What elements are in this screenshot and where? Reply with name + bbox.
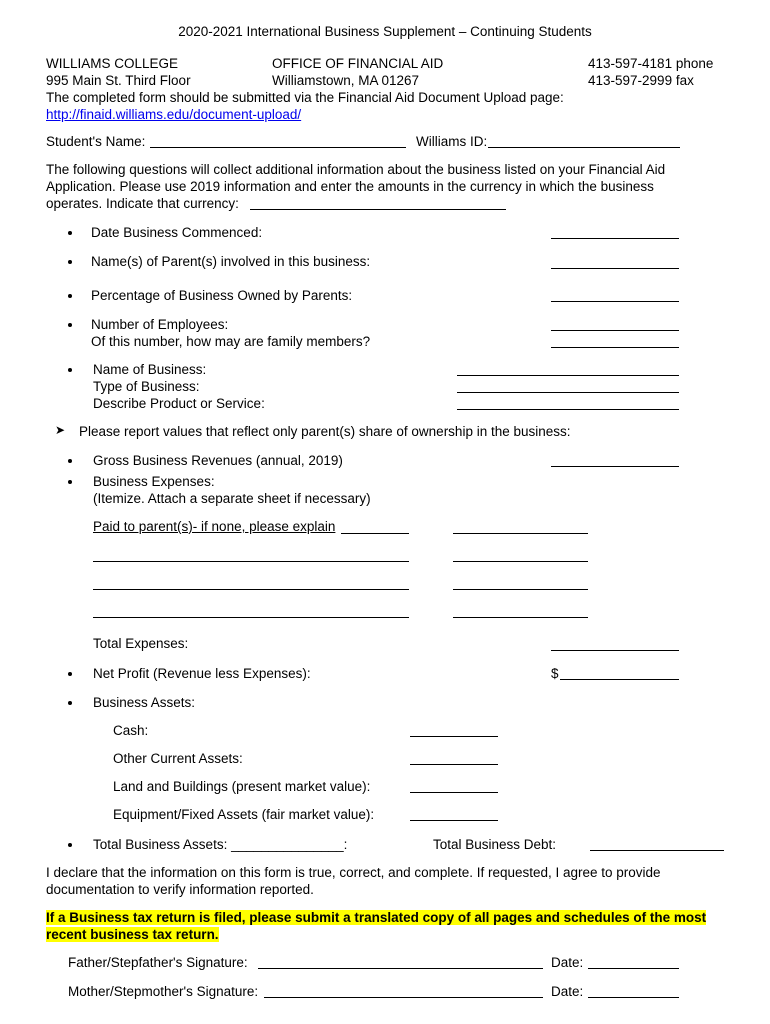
bullet-icon xyxy=(68,459,72,463)
cash-field[interactable] xyxy=(410,736,498,737)
product-label: Describe Product or Service: xyxy=(93,396,265,411)
percentage-owned-label: Percentage of Business Owned by Parents: xyxy=(91,288,353,303)
bullet-icon xyxy=(68,672,72,676)
cash-label: Cash: xyxy=(113,723,149,738)
declaration-line-1: I declare that the information on this form is true, correct, and complete. If requested, I agree to provide xyxy=(46,865,661,880)
fax-number: 413-597-2999 fax xyxy=(588,73,694,88)
date-commenced-field[interactable] xyxy=(551,238,679,239)
phone-number: 413-597-4181 phone xyxy=(588,56,714,71)
father-signature-label: Father/Stepfather's Signature: xyxy=(68,955,248,970)
total-expenses-field[interactable] xyxy=(551,650,679,651)
parents-involved-label: Name(s) of Parent(s) involved in this business: xyxy=(91,254,371,269)
college-address: 995 Main St. Third Floor xyxy=(46,73,191,88)
other-current-assets-label: Other Current Assets: xyxy=(113,751,243,766)
revenues-label: Gross Business Revenues (annual, 2019) xyxy=(93,453,343,468)
expense-amount-field[interactable] xyxy=(453,589,588,590)
bullet-icon xyxy=(68,701,72,705)
arrow-bullet-icon: ➤ xyxy=(55,423,66,437)
paid-to-parents-amount-field[interactable] xyxy=(453,533,588,534)
net-profit-label: Net Profit (Revenue less Expenses): xyxy=(93,666,311,681)
father-date-field[interactable] xyxy=(588,968,679,969)
employees-field[interactable] xyxy=(551,330,679,331)
bullet-icon xyxy=(68,323,72,327)
itemize-note: (Itemize. Attach a separate sheet if necessary) xyxy=(93,491,371,506)
revenues-field[interactable] xyxy=(551,466,679,467)
land-buildings-label: Land and Buildings (present market value): xyxy=(113,779,371,794)
mother-signature-label: Mother/Stepmother's Signature: xyxy=(68,984,259,999)
expense-item-field[interactable] xyxy=(93,617,409,618)
form-title: 2020-2021 International Business Supplement – Continuing Students xyxy=(178,24,592,39)
tax-return-notice-line-1: If a Business tax return is filed, please submit a translated copy of all pages and schedules of the most xyxy=(46,910,707,925)
land-buildings-field[interactable] xyxy=(410,792,498,793)
employees-label: Number of Employees: xyxy=(91,317,229,332)
mother-signature-field[interactable] xyxy=(264,997,543,998)
product-field[interactable] xyxy=(457,409,679,410)
business-name-field[interactable] xyxy=(457,375,679,376)
upload-link[interactable]: http://finaid.williams.edu/document-upload/ xyxy=(46,107,302,122)
bullet-icon xyxy=(68,480,72,484)
expense-amount-field[interactable] xyxy=(453,617,588,618)
expense-item-field[interactable] xyxy=(93,561,409,562)
bullet-icon xyxy=(68,260,72,264)
declaration-line-2: documentation to verify information reported. xyxy=(46,882,314,897)
bullet-icon xyxy=(68,368,72,372)
total-expenses-label: Total Expenses: xyxy=(93,636,189,651)
intro-line-3: operates. Indicate that currency: xyxy=(46,196,239,211)
office-city: Williamstown, MA 01267 xyxy=(272,73,420,88)
student-name-label: Student's Name: xyxy=(46,134,146,149)
parents-involved-field[interactable] xyxy=(551,268,679,269)
college-name: WILLIAMS COLLEGE xyxy=(46,56,179,71)
bullet-icon xyxy=(68,843,72,847)
intro-line-2: Application. Please use 2019 information and enter the amounts in the currency in which the business xyxy=(46,179,654,194)
currency-field[interactable] xyxy=(250,209,506,210)
student-name-field[interactable] xyxy=(150,147,406,148)
expense-amount-field[interactable] xyxy=(453,561,588,562)
equipment-field[interactable] xyxy=(410,820,498,821)
father-signature-field[interactable] xyxy=(258,968,543,969)
business-name-label: Name of Business: xyxy=(93,362,207,377)
intro-line-1: The following questions will collect additional information about the business listed on your Financial Aid xyxy=(46,162,666,177)
paid-to-parents-label: Paid to parent(s)- if none, please explain xyxy=(93,519,336,534)
business-type-field[interactable] xyxy=(457,392,679,393)
family-members-label: Of this number, how may are family members? xyxy=(91,334,371,349)
equipment-label: Equipment/Fixed Assets (fair market value): xyxy=(113,807,375,822)
ownership-note: Please report values that reflect only parent(s) share of ownership in the business: xyxy=(79,424,571,439)
total-debt-field[interactable] xyxy=(590,850,724,851)
paid-to-parents-explain-field[interactable] xyxy=(341,533,409,534)
tax-return-notice-line-2: recent business tax return. xyxy=(46,927,219,942)
net-profit-field[interactable] xyxy=(560,679,679,680)
office-name: OFFICE OF FINANCIAL AID xyxy=(272,56,444,71)
assets-label: Business Assets: xyxy=(93,695,196,710)
williams-id-label: Williams ID: xyxy=(416,134,488,149)
father-date-label: Date: xyxy=(551,955,584,970)
bullet-icon xyxy=(68,294,72,298)
bullet-icon xyxy=(68,231,72,235)
expenses-label: Business Expenses: xyxy=(93,474,215,489)
total-assets-label: Total Business Assets: _______________: xyxy=(93,837,348,852)
total-debt-label: Total Business Debt: xyxy=(433,837,557,852)
williams-id-field[interactable] xyxy=(488,147,680,148)
mother-date-label: Date: xyxy=(551,984,584,999)
family-members-field[interactable] xyxy=(551,347,679,348)
submission-instructions: The completed form should be submitted via the Financial Aid Document Upload page: xyxy=(46,90,564,105)
dollar-sign: $ xyxy=(551,666,559,681)
business-type-label: Type of Business: xyxy=(93,379,200,394)
date-commenced-label: Date Business Commenced: xyxy=(91,225,263,240)
expense-item-field[interactable] xyxy=(93,589,409,590)
percentage-owned-field[interactable] xyxy=(551,301,679,302)
mother-date-field[interactable] xyxy=(588,997,679,998)
other-current-assets-field[interactable] xyxy=(410,764,498,765)
